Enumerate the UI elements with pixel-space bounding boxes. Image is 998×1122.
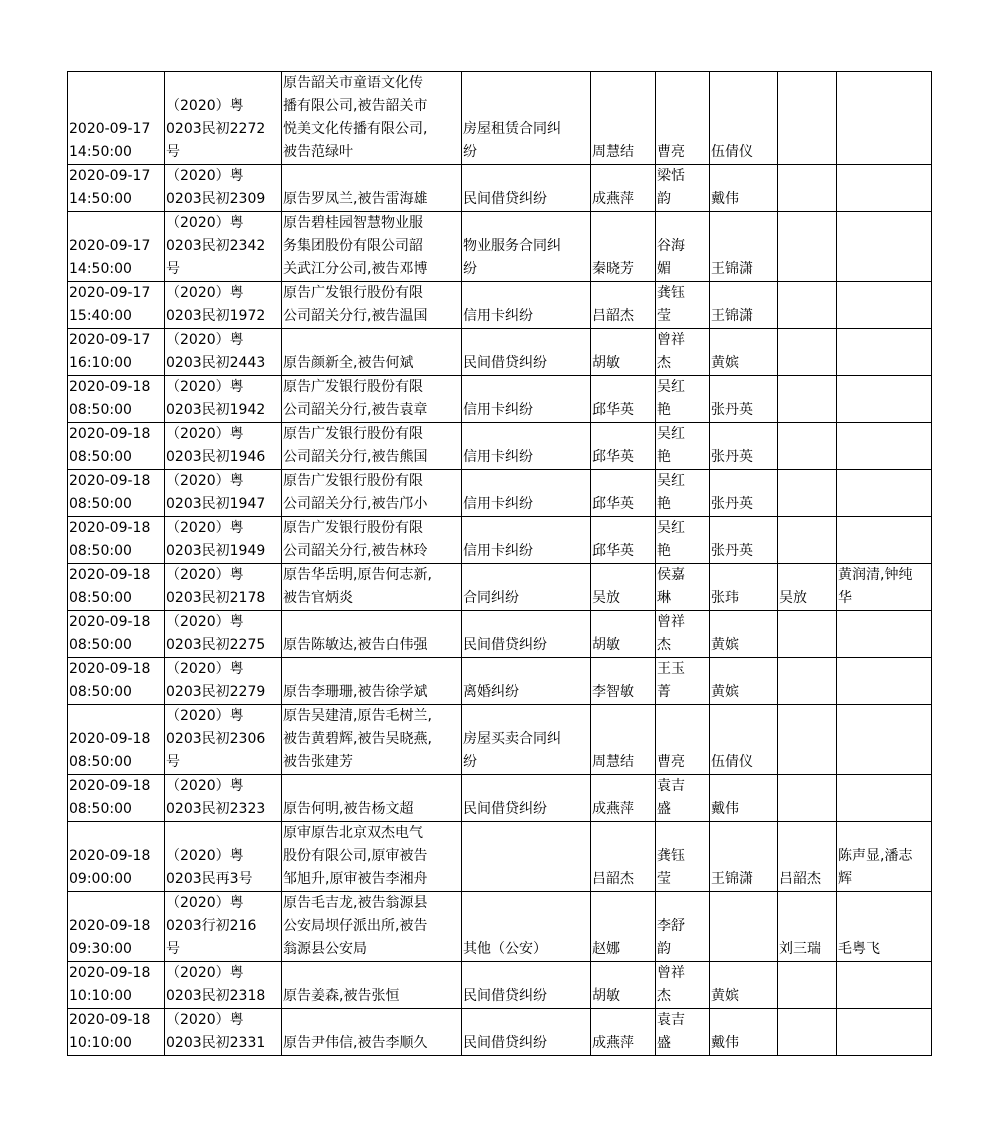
assistant-cell: 王锦潇: [710, 282, 778, 329]
case-cause-cell: 民间借贷纠纷: [462, 165, 591, 212]
presiding-judge-cell: 成燕萍: [591, 165, 656, 212]
presiding-judge-cell: 胡敏: [591, 329, 656, 376]
presiding-judge-cell: 吕韶杰: [591, 282, 656, 329]
presiding-judge-cell: 邱华英: [591, 517, 656, 564]
panel-members-cell: [837, 517, 932, 564]
case-cause-cell: 信用卡纠纷: [462, 517, 591, 564]
table-row: [68, 517, 932, 564]
assistant-cell: 王锦潇: [710, 212, 778, 282]
hearing-time-cell: 2020-09-18 10:10:00: [68, 962, 165, 1009]
parties-cell: 原告吴建清,原告毛树兰, 被告黄碧辉,被告吴晓燕, 被告张建芳: [282, 705, 462, 775]
case-number-cell: （2020）粤 0203民初2342 号: [165, 212, 282, 282]
table-row: [68, 329, 932, 376]
hearing-time-cell: 2020-09-18 08:50:00: [68, 517, 165, 564]
parties-cell: 原告李珊珊,被告徐学斌: [282, 658, 462, 705]
case-number-cell: （2020）粤 0203民初2331: [165, 1009, 282, 1056]
hearing-time-cell: 2020-09-18 08:50:00: [68, 376, 165, 423]
hearing-time-cell: 2020-09-18 08:50:00: [68, 658, 165, 705]
case-number-cell: （2020）粤 0203民初2306 号: [165, 705, 282, 775]
table-row: [68, 564, 932, 611]
case-number-cell: （2020）粤 0203民初1949: [165, 517, 282, 564]
table-row: [68, 212, 932, 282]
panel-member-cell: 刘三瑞: [778, 892, 837, 962]
parties-cell: 原告毛吉龙,被告翁源县 公安局坝仔派出所,被告 翁源县公安局: [282, 892, 462, 962]
clerk-cell: 吴红 艳: [656, 517, 710, 564]
panel-members-cell: [837, 423, 932, 470]
clerk-cell: 吴红 艳: [656, 470, 710, 517]
parties-cell: 原告广发银行股份有限 公司韶关分行,被告林玲: [282, 517, 462, 564]
panel-member-cell: [778, 775, 837, 822]
panel-member-cell: [778, 376, 837, 423]
case-number-cell: （2020）粤 0203民初2272 号: [165, 72, 282, 165]
panel-members-cell: 毛粤飞: [837, 892, 932, 962]
assistant-cell: [710, 892, 778, 962]
presiding-judge-cell: 邱华英: [591, 470, 656, 517]
clerk-cell: 曹亮: [656, 72, 710, 165]
case-number-cell: （2020）粤 0203民初1942: [165, 376, 282, 423]
clerk-cell: 王玉 菁: [656, 658, 710, 705]
table-row: [68, 822, 932, 892]
parties-cell: 原审原告北京双杰电气 股份有限公司,原审被告 邹旭升,原审被告李湘舟: [282, 822, 462, 892]
table-row: [68, 611, 932, 658]
case-number-cell: （2020）粤 0203民初2178: [165, 564, 282, 611]
case-cause-cell: 房屋买卖合同纠 纷: [462, 705, 591, 775]
assistant-cell: 张丹英: [710, 423, 778, 470]
case-number-cell: （2020）粤 0203民初2443: [165, 329, 282, 376]
parties-cell: 原告广发银行股份有限 公司韶关分行,被告熊国: [282, 423, 462, 470]
presiding-judge-cell: 胡敏: [591, 611, 656, 658]
panel-members-cell: [837, 962, 932, 1009]
assistant-cell: 黄嫔: [710, 611, 778, 658]
parties-cell: 原告碧桂园智慧物业服 务集团股份有限公司韶 关武江分公司,被告邓博: [282, 212, 462, 282]
case-number-cell: （2020）粤 0203民再3号: [165, 822, 282, 892]
parties-cell: 原告广发银行股份有限 公司韶关分行,被告袁章: [282, 376, 462, 423]
parties-cell: 原告韶关市童语文化传 播有限公司,被告韶关市 悦美文化传播有限公司, 被告范绿叶: [282, 72, 462, 165]
case-number-cell: （2020）粤 0203民初2279: [165, 658, 282, 705]
hearing-time-cell: 2020-09-17 14:50:00: [68, 165, 165, 212]
clerk-cell: 曾祥 杰: [656, 962, 710, 1009]
assistant-cell: 张丹英: [710, 376, 778, 423]
table-row: [68, 658, 932, 705]
hearing-time-cell: 2020-09-18 08:50:00: [68, 564, 165, 611]
case-cause-cell: 信用卡纠纷: [462, 470, 591, 517]
assistant-cell: 张玮: [710, 564, 778, 611]
panel-members-cell: [837, 329, 932, 376]
clerk-cell: 袁吉 盛: [656, 775, 710, 822]
hearing-time-cell: 2020-09-17 14:50:00: [68, 72, 165, 165]
case-number-cell: （2020）粤 0203行初216 号: [165, 892, 282, 962]
case-cause-cell: 物业服务合同纠 纷: [462, 212, 591, 282]
parties-cell: 原告广发银行股份有限 公司韶关分行,被告邝小: [282, 470, 462, 517]
panel-member-cell: [778, 282, 837, 329]
case-cause-cell: 民间借贷纠纷: [462, 962, 591, 1009]
hearing-time-cell: 2020-09-17 14:50:00: [68, 212, 165, 282]
panel-members-cell: 黄润清,钟纯 华: [837, 564, 932, 611]
panel-members-cell: [837, 72, 932, 165]
assistant-cell: 张丹英: [710, 517, 778, 564]
case-cause-cell: 民间借贷纠纷: [462, 611, 591, 658]
panel-members-cell: [837, 658, 932, 705]
case-number-cell: （2020）粤 0203民初2275: [165, 611, 282, 658]
assistant-cell: 黄嫔: [710, 329, 778, 376]
case-cause-cell: 离婚纠纷: [462, 658, 591, 705]
case-number-cell: （2020）粤 0203民初1947: [165, 470, 282, 517]
hearing-time-cell: 2020-09-18 10:10:00: [68, 1009, 165, 1056]
panel-member-cell: [778, 470, 837, 517]
assistant-cell: 王锦潇: [710, 822, 778, 892]
panel-member-cell: 吕韶杰: [778, 822, 837, 892]
clerk-cell: 曾祥 杰: [656, 329, 710, 376]
table-row: [68, 962, 932, 1009]
panel-member-cell: [778, 705, 837, 775]
table-body: [68, 72, 932, 1056]
presiding-judge-cell: 邱华英: [591, 376, 656, 423]
table-row: [68, 775, 932, 822]
panel-member-cell: [778, 329, 837, 376]
hearing-time-cell: 2020-09-18 08:50:00: [68, 611, 165, 658]
hearing-time-cell: 2020-09-17 16:10:00: [68, 329, 165, 376]
clerk-cell: 曾祥 杰: [656, 611, 710, 658]
presiding-judge-cell: 赵娜: [591, 892, 656, 962]
parties-cell: 原告尹伟信,被告李顺久: [282, 1009, 462, 1056]
presiding-judge-cell: 吕韶杰: [591, 822, 656, 892]
case-cause-cell: 民间借贷纠纷: [462, 1009, 591, 1056]
clerk-cell: 曹亮: [656, 705, 710, 775]
clerk-cell: 袁吉 盛: [656, 1009, 710, 1056]
panel-members-cell: [837, 212, 932, 282]
case-cause-cell: 合同纠纷: [462, 564, 591, 611]
clerk-cell: 谷海 媚: [656, 212, 710, 282]
presiding-judge-cell: 秦晓芳: [591, 212, 656, 282]
table-row: [68, 705, 932, 775]
panel-members-cell: [837, 705, 932, 775]
parties-cell: 原告罗凤兰,被告雷海雄: [282, 165, 462, 212]
assistant-cell: 戴伟: [710, 775, 778, 822]
case-number-cell: （2020）粤 0203民初2309: [165, 165, 282, 212]
case-cause-cell: 房屋租赁合同纠 纷: [462, 72, 591, 165]
case-cause-cell: 民间借贷纠纷: [462, 775, 591, 822]
panel-member-cell: [778, 517, 837, 564]
panel-members-cell: [837, 470, 932, 517]
table-row: [68, 1009, 932, 1056]
clerk-cell: 侯嘉 琳: [656, 564, 710, 611]
clerk-cell: 李舒 韵: [656, 892, 710, 962]
hearing-time-cell: 2020-09-17 15:40:00: [68, 282, 165, 329]
presiding-judge-cell: 李智敏: [591, 658, 656, 705]
hearing-time-cell: 2020-09-18 08:50:00: [68, 423, 165, 470]
case-cause-cell: 信用卡纠纷: [462, 376, 591, 423]
hearing-time-cell: 2020-09-18 09:30:00: [68, 892, 165, 962]
panel-members-cell: [837, 775, 932, 822]
panel-member-cell: [778, 423, 837, 470]
table-row: [68, 892, 932, 962]
presiding-judge-cell: 成燕萍: [591, 775, 656, 822]
clerk-cell: 梁恬 韵: [656, 165, 710, 212]
assistant-cell: 戴伟: [710, 1009, 778, 1056]
presiding-judge-cell: 邱华英: [591, 423, 656, 470]
hearing-time-cell: 2020-09-18 08:50:00: [68, 705, 165, 775]
panel-member-cell: [778, 658, 837, 705]
presiding-judge-cell: 胡敏: [591, 962, 656, 1009]
panel-members-cell: [837, 611, 932, 658]
panel-members-cell: [837, 1009, 932, 1056]
clerk-cell: 吴红 艳: [656, 423, 710, 470]
panel-member-cell: [778, 1009, 837, 1056]
case-cause-cell: [462, 822, 591, 892]
clerk-cell: 龚钰 莹: [656, 282, 710, 329]
panel-member-cell: [778, 212, 837, 282]
presiding-judge-cell: 周慧结: [591, 72, 656, 165]
clerk-cell: 吴红 艳: [656, 376, 710, 423]
parties-cell: 原告陈敏达,被告白伟强: [282, 611, 462, 658]
assistant-cell: 张丹英: [710, 470, 778, 517]
hearing-time-cell: 2020-09-18 08:50:00: [68, 775, 165, 822]
panel-member-cell: [778, 72, 837, 165]
assistant-cell: 黄嫔: [710, 962, 778, 1009]
case-number-cell: （2020）粤 0203民初1972: [165, 282, 282, 329]
hearing-schedule-table: [67, 71, 932, 1056]
assistant-cell: 伍倩仪: [710, 705, 778, 775]
parties-cell: 原告颜新全,被告何斌: [282, 329, 462, 376]
assistant-cell: 戴伟: [710, 165, 778, 212]
panel-member-cell: [778, 962, 837, 1009]
case-cause-cell: 民间借贷纠纷: [462, 329, 591, 376]
assistant-cell: 黄嫔: [710, 658, 778, 705]
case-number-cell: （2020）粤 0203民初2318: [165, 962, 282, 1009]
table-row: [68, 165, 932, 212]
case-number-cell: （2020）粤 0203民初2323: [165, 775, 282, 822]
panel-members-cell: [837, 165, 932, 212]
hearing-time-cell: 2020-09-18 09:00:00: [68, 822, 165, 892]
parties-cell: 原告华岳明,原告何志新, 被告官炳炎: [282, 564, 462, 611]
panel-members-cell: [837, 282, 932, 329]
panel-members-cell: 陈声显,潘志 辉: [837, 822, 932, 892]
case-cause-cell: 其他（公安）: [462, 892, 591, 962]
case-cause-cell: 信用卡纠纷: [462, 282, 591, 329]
hearing-time-cell: 2020-09-18 08:50:00: [68, 470, 165, 517]
table-row: [68, 376, 932, 423]
presiding-judge-cell: 周慧结: [591, 705, 656, 775]
case-number-cell: （2020）粤 0203民初1946: [165, 423, 282, 470]
panel-member-cell: [778, 611, 837, 658]
assistant-cell: 伍倩仪: [710, 72, 778, 165]
panel-members-cell: [837, 376, 932, 423]
case-cause-cell: 信用卡纠纷: [462, 423, 591, 470]
parties-cell: 原告何明,被告杨文超: [282, 775, 462, 822]
presiding-judge-cell: 成燕萍: [591, 1009, 656, 1056]
presiding-judge-cell: 吴放: [591, 564, 656, 611]
clerk-cell: 龚钰 莹: [656, 822, 710, 892]
panel-member-cell: [778, 165, 837, 212]
table-row: [68, 72, 932, 165]
table-row: [68, 423, 932, 470]
panel-member-cell: 吴放: [778, 564, 837, 611]
parties-cell: 原告广发银行股份有限 公司韶关分行,被告温国: [282, 282, 462, 329]
table-row: [68, 282, 932, 329]
table-row: [68, 470, 932, 517]
parties-cell: 原告姜森,被告张恒: [282, 962, 462, 1009]
